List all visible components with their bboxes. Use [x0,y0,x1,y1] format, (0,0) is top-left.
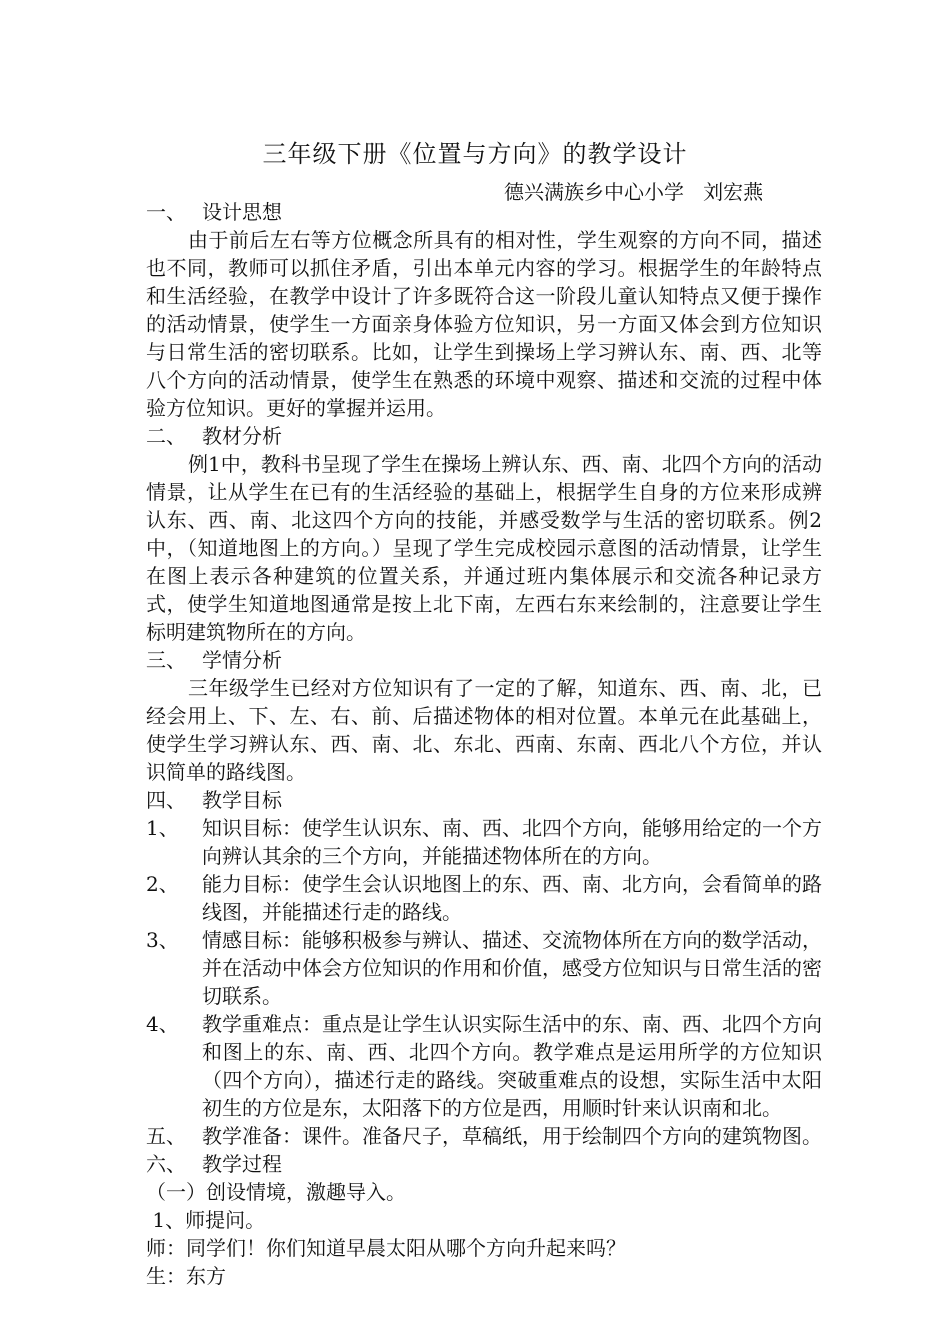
section-title: 教学过程 [202,1152,282,1176]
goal-item [146,870,822,926]
section-heading-teaching-goals [146,786,822,814]
item-number: 1、 [146,816,179,840]
item-text: 教学重难点：重点是让学生认识实际生活中的东、南、西、北四个方向和图上的东、南、西、北四个方向。教学难点是运用所学的方位知识（四个方向），描述行走的路线。突破重难点的设想，实际生活中太阳初生的方位是东，太阳落下的方位是西，用顺时针来认识南和北。 [202,1012,822,1120]
section-title: 设计思想 [202,200,282,224]
section-heading-teaching-process [146,1150,822,1178]
goal-item [146,926,822,1010]
section-number: 二、 [146,424,186,448]
section-text: 教学准备：课件。准备尺子，草稿纸，用于绘制四个方向的建筑物图。 [202,1124,822,1148]
item-text: 情感目标：能够积极参与辨认、描述、交流物体所在方向的数学活动，并在活动中体会方位知识的作用和价值，感受方位知识与日常生活的密切联系。 [202,928,822,1008]
paragraph-student-analysis: 三年级学生已经对方位知识有了一定的了解，知道东、西、南、北，已经会用上、下、左、右、前、后描述物体的相对位置。本单元在此基础上，使学生学习辨认东、西、南、北、东北、西南、东南、西北八个方位，并认识简单的路线图。 [146,676,822,784]
section-heading-student-analysis [146,646,822,674]
subsection-heading: （一）创设情境，激趣导入。 [146,1180,406,1204]
section-title: 学情分析 [202,648,282,672]
document-title: 三年级下册《位置与方向》的教学设计 [262,140,688,168]
author-line: 德兴满族乡中心小学 刘宏燕 [504,180,764,204]
goal-item [146,1010,822,1122]
section-number: 五、 [146,1124,186,1148]
section-heading-textbook-analysis [146,422,822,450]
item-number: 4、 [146,1012,179,1036]
section-teaching-preparation [146,1122,822,1150]
item-number: 3、 [146,928,179,952]
section-number: 一、 [146,200,186,224]
goal-item [146,814,822,870]
dialogue-teacher: 师：同学们！你们知道早晨太阳从哪个方向升起来吗？ [146,1236,626,1260]
section-number: 六、 [146,1152,186,1176]
section-number: 四、 [146,788,186,812]
item-number: 2、 [146,872,179,896]
item-text: 知识目标：使学生认识东、南、西、北四个方向，能够用给定的一个方向辨认其余的三个方向，并能描述物体所在的方向。 [202,816,822,868]
paragraph-design-idea: 由于前后左右等方位概念所具有的相对性，学生观察的方向不同，描述也不同，教师可以抓住矛盾，引出本单元内容的学习。根据学生的年龄特点和生活经验，在教学中设计了许多既符合这一阶段儿童认知特点又便于操作的活动情景，使学生一方面亲身体验方位知识，另一方面又体会到方位知识与日常生活的密切联系。比如，让学生到操场上学习辨认东、南、西、北等八个方向的活动情景，使学生在熟悉的环境中观察、描述和交流的过程中体验方位知识。更好的掌握并运用。 [146,228,822,420]
item-text: 能力目标：使学生会认识地图上的东、西、南、北方向，会看简单的路线图，并能描述行走的路线。 [202,872,822,924]
document-body [146,198,822,1290]
section-heading-design-idea [146,198,822,226]
step-line: 1、师提问。 [146,1208,266,1232]
dialogue-student: 生：东方 [146,1264,226,1288]
section-title: 教学目标 [202,788,282,812]
paragraph-textbook-analysis: 例1中，教科书呈现了学生在操场上辨认东、西、南、北四个方向的活动情景，让从学生在已有的生活经验的基础上，根据学生自身的方位来形成辨认东、西、南、北这四个方向的技能，并感受数学与生活的密切联系。例2中，（知道地图上的方向。）呈现了学生完成校园示意图的活动情景，让学生在图上表示各种建筑的位置关系，并通过班内集体展示和交流各种记录方式，使学生知道地图通常是按上北下南，左西右东来绘制的，注意要让学生标明建筑物所在的方向。 [146,452,822,644]
section-number: 三、 [146,648,186,672]
section-title: 教材分析 [202,424,282,448]
